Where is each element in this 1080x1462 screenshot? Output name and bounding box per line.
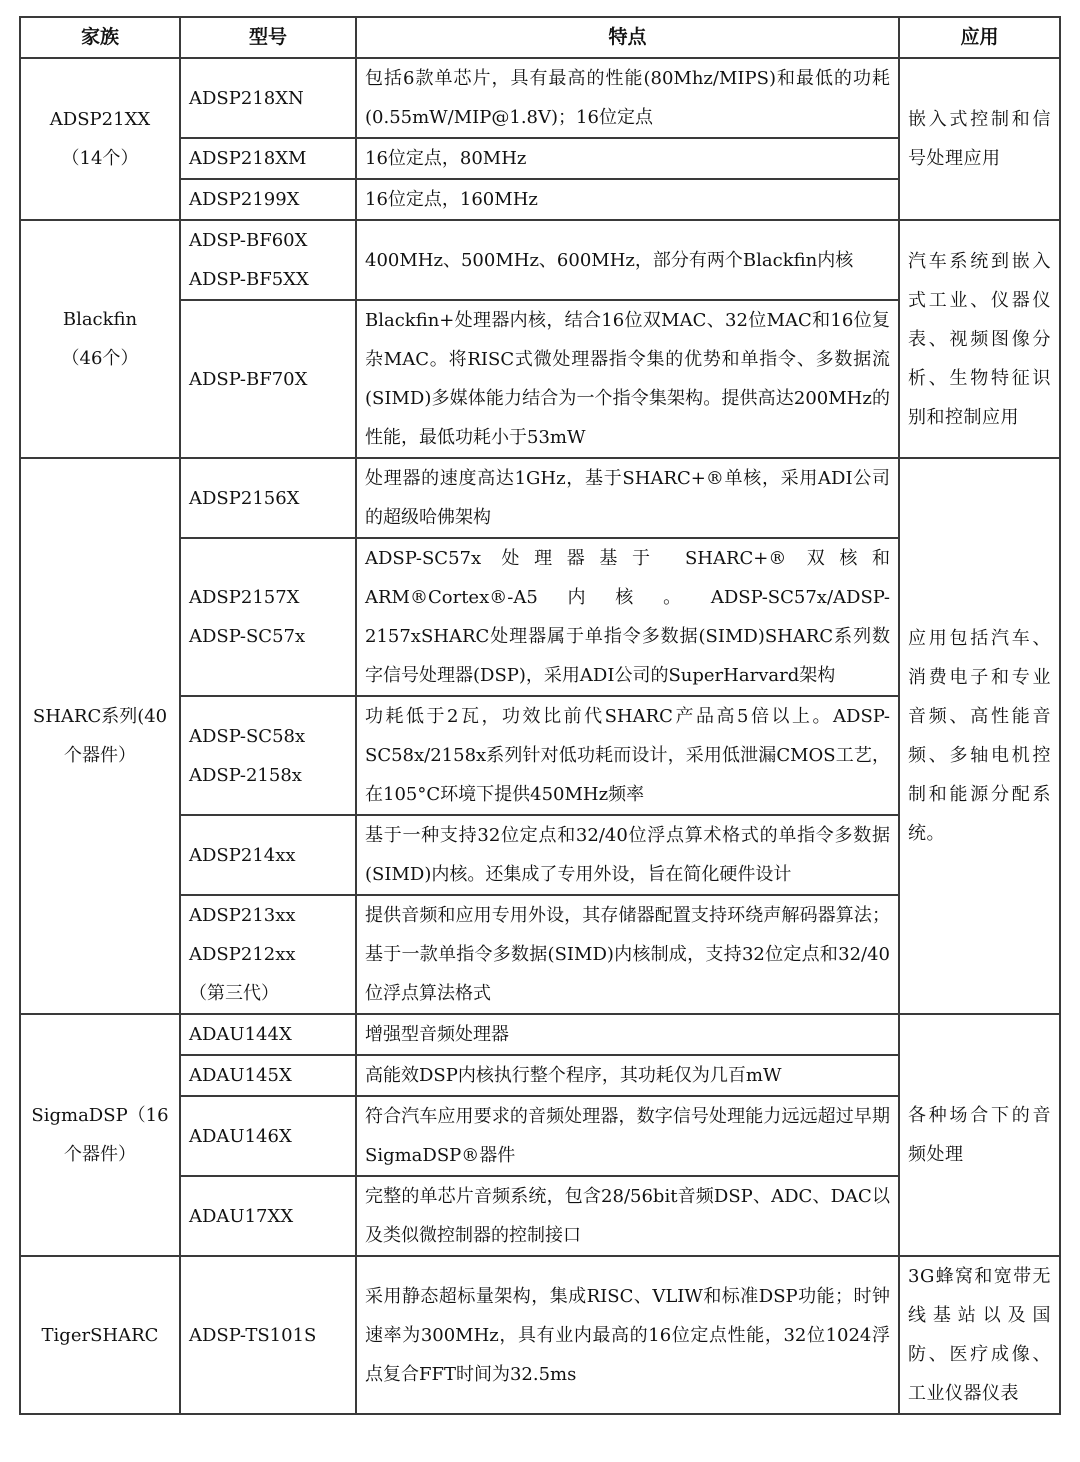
model-name: ADSP2157X: [189, 587, 300, 608]
features-cell: 高能效DSP内核执行整个程序，其功耗仅为几百mW: [356, 1055, 899, 1096]
features-cell: 功耗低于2瓦，功效比前代SHARC产品高5倍以上。ADSP-SC58x/2158x系列针对低功耗而设计，采用低泄漏CMOS工艺，在105°C环境下提供450MHz频率: [356, 696, 899, 815]
family-name: SHARC系列(40: [32, 706, 168, 727]
features-cell: 16位定点，80MHz: [356, 138, 899, 179]
application-cell: 各种场合下的音频处理: [899, 1014, 1060, 1256]
model-name: ADSP-2158x: [189, 764, 302, 786]
model-name: ADSP218XN: [189, 87, 304, 109]
model-generation: （第三代）: [189, 983, 279, 1004]
family-count: （14个）: [61, 148, 139, 169]
header-features: 特点: [356, 17, 899, 58]
family-count: 个器件）: [64, 1144, 136, 1165]
header-family: 家族: [20, 17, 180, 58]
family-cell: [20, 458, 180, 1014]
model-cell: [180, 138, 356, 179]
family-count: 个器件）: [64, 745, 136, 766]
model-name: ADAU17XX: [189, 1205, 294, 1227]
family-cell: [20, 1256, 180, 1414]
table-row: [20, 458, 1060, 538]
model-cell: [180, 300, 356, 458]
model-cell: [180, 1176, 356, 1256]
model-name: ADSP2199X: [189, 189, 300, 210]
family-count: （46个）: [61, 348, 139, 369]
model-name: ADAU146X: [189, 1125, 292, 1147]
features-cell: 增强型音频处理器: [356, 1014, 899, 1055]
model-name: ADSP-BF5XX: [189, 269, 309, 290]
family-name: Blackfin: [62, 309, 138, 330]
model-name: ADAU145X: [189, 1065, 292, 1086]
model-cell: [180, 179, 356, 220]
model-name: ADSP2156X: [189, 487, 300, 509]
family-name: TigerSHARC: [41, 1324, 159, 1346]
model-cell: [180, 538, 356, 696]
model-name: ADSP-SC57x: [189, 626, 306, 647]
table-row: [20, 1256, 1060, 1414]
features-cell: 提供音频和应用专用外设，其存储器配置支持环绕声解码器算法；基于一款单指令多数据(SIMD)内核制成，支持32位定点和32/40位浮点算法格式: [356, 895, 899, 1014]
table-row: [20, 1014, 1060, 1055]
model-cell: [180, 696, 356, 815]
features-cell: 符合汽车应用要求的音频处理器，数字信号处理能力远远超过早期SigmaDSP®器件: [356, 1096, 899, 1176]
dsp-family-table: [19, 16, 1061, 1415]
family-cell: [20, 1014, 180, 1256]
model-name: ADSP-BF70X: [189, 368, 308, 390]
model-cell: [180, 458, 356, 538]
model-name: ADSP213xx: [189, 905, 296, 926]
features-cell: 包括6款单芯片，具有最高的性能(80Mhz/MIPS)和最低的功耗(0.55mW/MIP@1.8V)；16位定点: [356, 58, 899, 138]
model-name: ADSP218XM: [189, 148, 307, 169]
features-cell: Blackfin+处理器内核，结合16位双MAC、32位MAC和16位复杂MAC。将RISC式微处理器指令集的优势和单指令、多数据流(SIMD)多媒体能力结合为一个指令集架构。提供高达200MHz的性能，最低功耗小于53mW: [356, 300, 899, 458]
model-cell: [180, 1055, 356, 1096]
model-cell: [180, 815, 356, 895]
features-cell: ADSP-SC57x 处理器基于 SHARC+® 双核和ARM®Cortex®-A5内核。ADSP-SC57x/ADSP-2157xSHARC处理器属于单指令多数据(SIMD)SHARC系列数字信号处理器(DSP)，采用ADI公司的SuperHarvard架构: [356, 538, 899, 696]
header-row: [20, 17, 1060, 58]
model-cell: [180, 220, 356, 300]
family-cell: [20, 58, 180, 220]
features-cell: 16位定点，160MHz: [356, 179, 899, 220]
features-cell: 采用静态超标量架构，集成RISC、VLIW和标准DSP功能；时钟速率为300MHz，具有业内最高的16位定点性能，32位1024浮点复合FFT时间为32.5ms: [356, 1256, 899, 1414]
model-cell: [180, 1256, 356, 1414]
features-cell: 400MHz、500MHz、600MHz，部分有两个Blackfin内核: [356, 220, 899, 300]
model-cell: [180, 1014, 356, 1055]
model-name: ADSP-SC58x: [189, 725, 306, 747]
model-cell: [180, 895, 356, 1014]
features-cell: 完整的单芯片音频系统，包含28/56bit音频DSP、ADC、DAC以及类似微控制器的控制接口: [356, 1176, 899, 1256]
family-name: ADSP21XX: [49, 109, 151, 130]
application-cell: 应用包括汽车、消费电子和专业音频、高性能音频、多轴电机控制和能源分配系统。: [899, 458, 1060, 1014]
family-name: SigmaDSP（16: [31, 1105, 169, 1126]
header-application: 应用: [899, 17, 1060, 58]
family-cell: [20, 220, 180, 458]
application-cell: 3G蜂窝和宽带无线基站以及国防、医疗成像、工业仪器仪表: [899, 1256, 1060, 1414]
model-name: ADSP212xx: [189, 944, 296, 965]
application-cell: 汽车系统到嵌入式工业、仪器仪表、视频图像分析、生物特征识别和控制应用: [899, 220, 1060, 458]
model-cell: [180, 1096, 356, 1176]
model-cell: [180, 58, 356, 138]
table-row: [20, 58, 1060, 138]
features-cell: 基于一种支持32位定点和32/40位浮点算术格式的单指令多数据(SIMD)内核。还集成了专用外设，旨在简化硬件设计: [356, 815, 899, 895]
header-model: 型号: [180, 17, 356, 58]
features-cell: 处理器的速度高达1GHz，基于SHARC+®单核，采用ADI公司的超级哈佛架构: [356, 458, 899, 538]
model-name: ADSP-BF60X: [189, 230, 308, 251]
model-name: ADSP-TS101S: [189, 1324, 317, 1346]
model-name: ADAU144X: [189, 1024, 292, 1045]
table-row: [20, 220, 1060, 300]
model-name: ADSP214xx: [189, 844, 296, 866]
application-cell: 嵌入式控制和信号处理应用: [899, 58, 1060, 220]
